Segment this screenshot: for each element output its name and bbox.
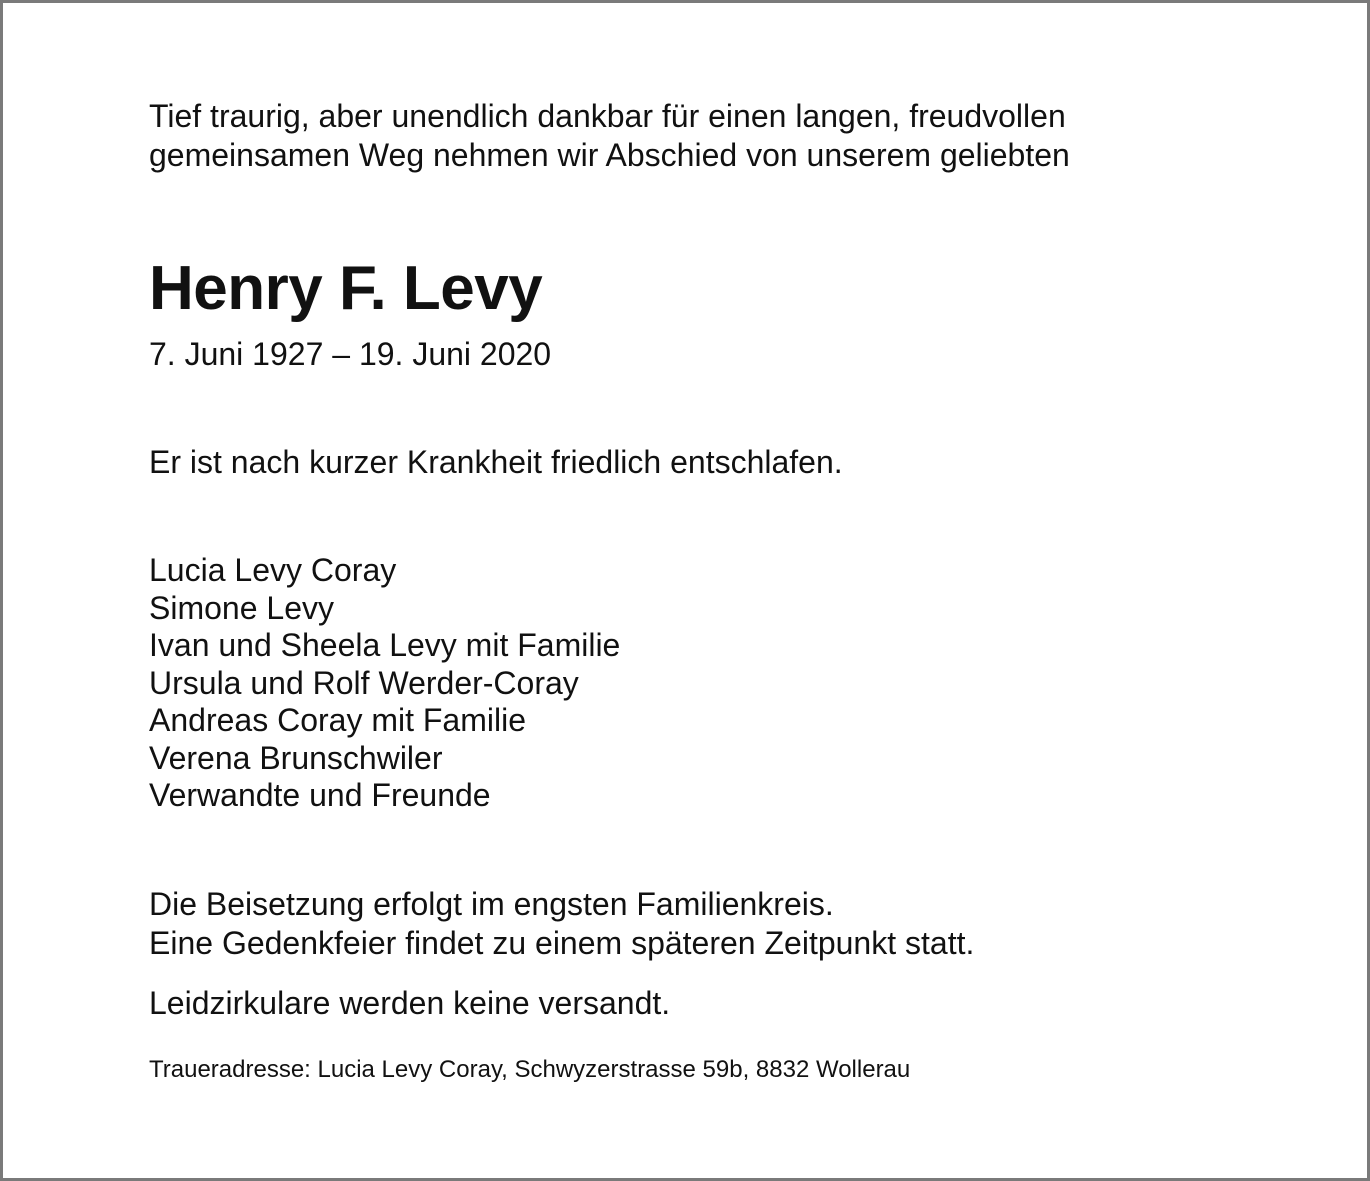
intro-line-2: gemeinsamen Weg nehmen wir Abschied von unserem geliebten (149, 137, 1070, 173)
mourner-item: Verena Brunschwiler (149, 739, 443, 776)
intro-line-1: Tief traurig, aber unendlich dankbar für einen langen, freudvollen (149, 98, 1066, 134)
mourner-item: Simone Levy (149, 589, 334, 626)
life-dates: 7. Juni 1927 – 19. Juni 2020 (149, 336, 552, 372)
funeral-info (149, 885, 974, 963)
mourners-list (149, 552, 620, 815)
passing-statement: Er ist nach kurzer Krankheit friedlich entschlafen. (149, 444, 843, 480)
mourning-address: Traueradresse: Lucia Levy Coray, Schwyzerstrasse 59b, 8832 Wollerau (149, 1056, 911, 1083)
mourner-item: Verwandte und Freunde (149, 777, 491, 813)
funeral-line-1: Die Beisetzung erfolgt im engsten Familienkreis. (149, 886, 834, 922)
mourner-item: Andreas Coray mit Familie (149, 702, 526, 738)
mourner-item: Ursula und Rolf Werder-Coray (149, 664, 579, 701)
funeral-line-2: Eine Gedenkfeier findet zu einem späteren Zeitpunkt statt. (149, 925, 975, 961)
deceased-name: Henry F. Levy (149, 254, 543, 323)
intro-text (149, 97, 1299, 175)
obituary-content (149, 97, 1299, 1083)
letters-note: Leidzirkulare werden keine versandt. (149, 985, 671, 1021)
mourner-item: Lucia Levy Coray (149, 552, 397, 588)
mourner-item: Ivan und Sheela Levy mit Familie (149, 627, 621, 663)
